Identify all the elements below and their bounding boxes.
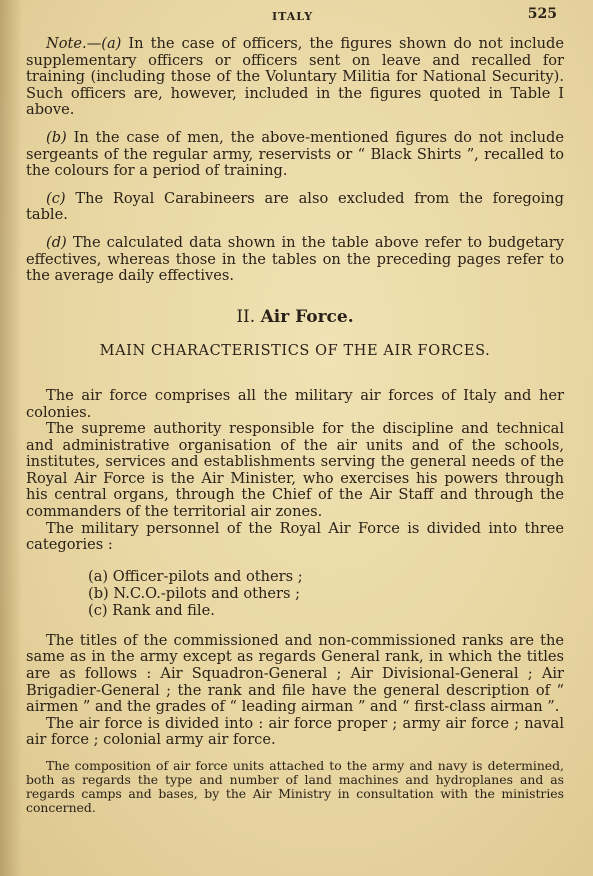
body-paragraph-3: The military personnel of the Royal Air Force is divided into three categories : xyxy=(26,519,564,554)
body-paragraph-1: The air force comprises all the military air forces of Italy and her colonies. xyxy=(26,386,564,421)
note-c-text: The Royal Carabineers are also excluded from the foregoing table. xyxy=(26,189,564,224)
body-paragraph-5: The air force is divided into : air force proper ; army air force ; naval air force ; colonial army air force. xyxy=(26,714,564,749)
note-c xyxy=(26,191,564,224)
note-d-label: (d) xyxy=(46,233,67,251)
note-d xyxy=(26,235,564,285)
note-d-text: The calculated data shown in the table above refer to budgetary effectives, whereas those in the tables on the preceding pages refer to the average daily effectives. xyxy=(26,233,565,285)
section-number: II. xyxy=(236,306,256,327)
list-item: (a) Officer-pilots and others ; xyxy=(88,567,303,585)
note-a-text: In the case of officers, the figures shown do not include supplementary officers or officers sent on leave and recalled for training (including those of the Voluntary Militia for National Security). Such officers are, however, included in the figures quoted in Table I above. xyxy=(26,35,564,119)
note-a-label: Note.—(a) xyxy=(46,35,122,52)
category-list xyxy=(88,568,564,619)
page-gutter-shadow xyxy=(0,0,22,876)
section-heading xyxy=(26,306,564,327)
note-a xyxy=(26,36,564,119)
subheading: MAIN CHARACTERISTICS OF THE AIR FORCES. xyxy=(99,343,491,360)
note-b xyxy=(26,130,564,180)
list-item: (b) N.C.O.-pilots and others ; xyxy=(88,584,301,602)
page-content xyxy=(26,36,564,815)
page-header xyxy=(0,6,593,26)
running-head: ITALY xyxy=(272,10,314,23)
body-paragraph-2: The supreme authority responsible for the discipline and technical and administrative organisation of the air units and of the schools, institutes, services and establishments serving the general needs of the Royal Air Force is the Air Minister, who exercises his powers through his central organs, through the Chief of the Air Staff and through the commanders of the territorial air zones. xyxy=(26,420,564,521)
note-b-label: (b) xyxy=(46,128,67,146)
section-title: Air Force. xyxy=(260,306,354,327)
body-paragraph-6: The composition of air force units attached to the army and navy is determined, both as regards the type and number of land machines and hydroplanes and as regards camps and bases, by the Air Ministry in consultation with the ministries concerned. xyxy=(26,758,564,815)
note-c-label: (c) xyxy=(46,189,66,207)
body-paragraph-4: The titles of the commissioned and non-commissioned ranks are the same as in the army except as regards General rank, in which the titles are as follows : Air Squadron-General ; Air Divisional-General ; Air Brigadier-General ; the rank and file have the general description of “ airmen ” and the grades of “ leading airman ” and “ first-class airman ”. xyxy=(26,631,564,716)
page-number: 525 xyxy=(527,6,557,22)
note-b-text: In the case of men, the above-mentioned figures do not include sergeants of the regular army, reservists or “ Black Shirts ”, recalled to the colours for a period of training. xyxy=(26,128,565,180)
list-item: (c) Rank and file. xyxy=(88,601,215,619)
